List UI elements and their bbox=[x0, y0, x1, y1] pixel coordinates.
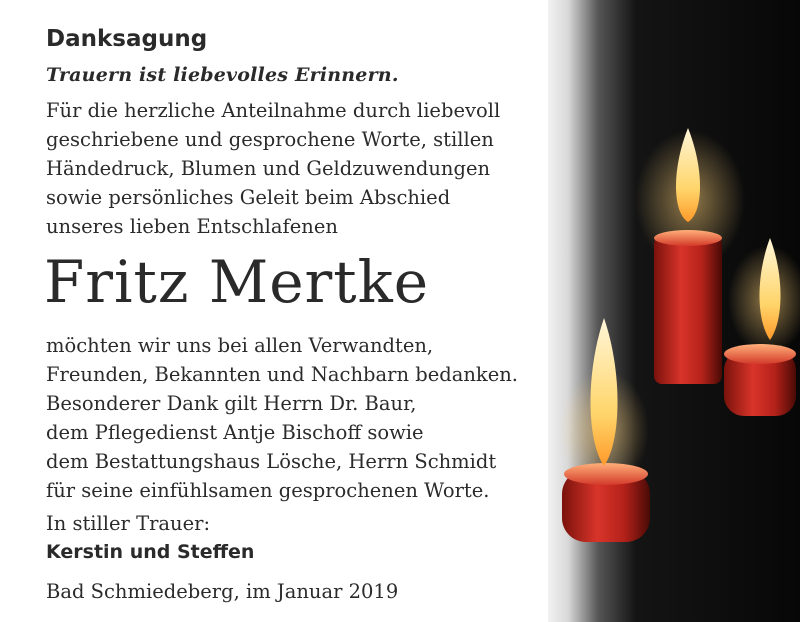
intro-line: Für die herzliche Anteilnahme durch liebevoll bbox=[46, 99, 501, 122]
deceased-name: Fritz Mertke bbox=[44, 248, 430, 316]
thanks-line: dem Pflegedienst Antje Bischoff sowie bbox=[46, 421, 424, 444]
notice-text-column bbox=[46, 24, 546, 606]
intro-line: Händedruck, Blumen und Geldzuwendungen bbox=[46, 157, 491, 180]
thanks-line: dem Bestattungshaus Lösche, Herrn Schmidt bbox=[46, 450, 497, 473]
thanks-line: möchten wir uns bei allen Verwandten, bbox=[46, 334, 434, 357]
place-date: Bad Schmiedeberg, im Januar 2019 bbox=[46, 580, 399, 603]
thanks-paragraph bbox=[46, 331, 546, 505]
thanks-line: Besonderer Dank gilt Herrn Dr. Baur, bbox=[46, 392, 417, 415]
notice-motto: Trauern ist liebevolles Erinnern. bbox=[46, 64, 399, 86]
signoff-label: In stiller Trauer: bbox=[46, 512, 211, 535]
intro-line: unseres lieben Entschlafenen bbox=[46, 215, 338, 238]
signers: Kerstin und Steffen bbox=[46, 541, 255, 563]
intro-line: sowie persönliches Geleit beim Abschied bbox=[46, 186, 451, 209]
intro-paragraph bbox=[46, 96, 546, 241]
thanks-line: für seine einfühlsamen gesprochenen Worte. bbox=[46, 479, 490, 502]
thanks-line: Freunden, Bekannten und Nachbarn bedanken. bbox=[46, 363, 519, 386]
intro-line: geschriebene und gesprochene Worte, stillen bbox=[46, 128, 494, 151]
notice-heading: Danksagung bbox=[46, 26, 208, 52]
candles-photo bbox=[548, 0, 800, 622]
